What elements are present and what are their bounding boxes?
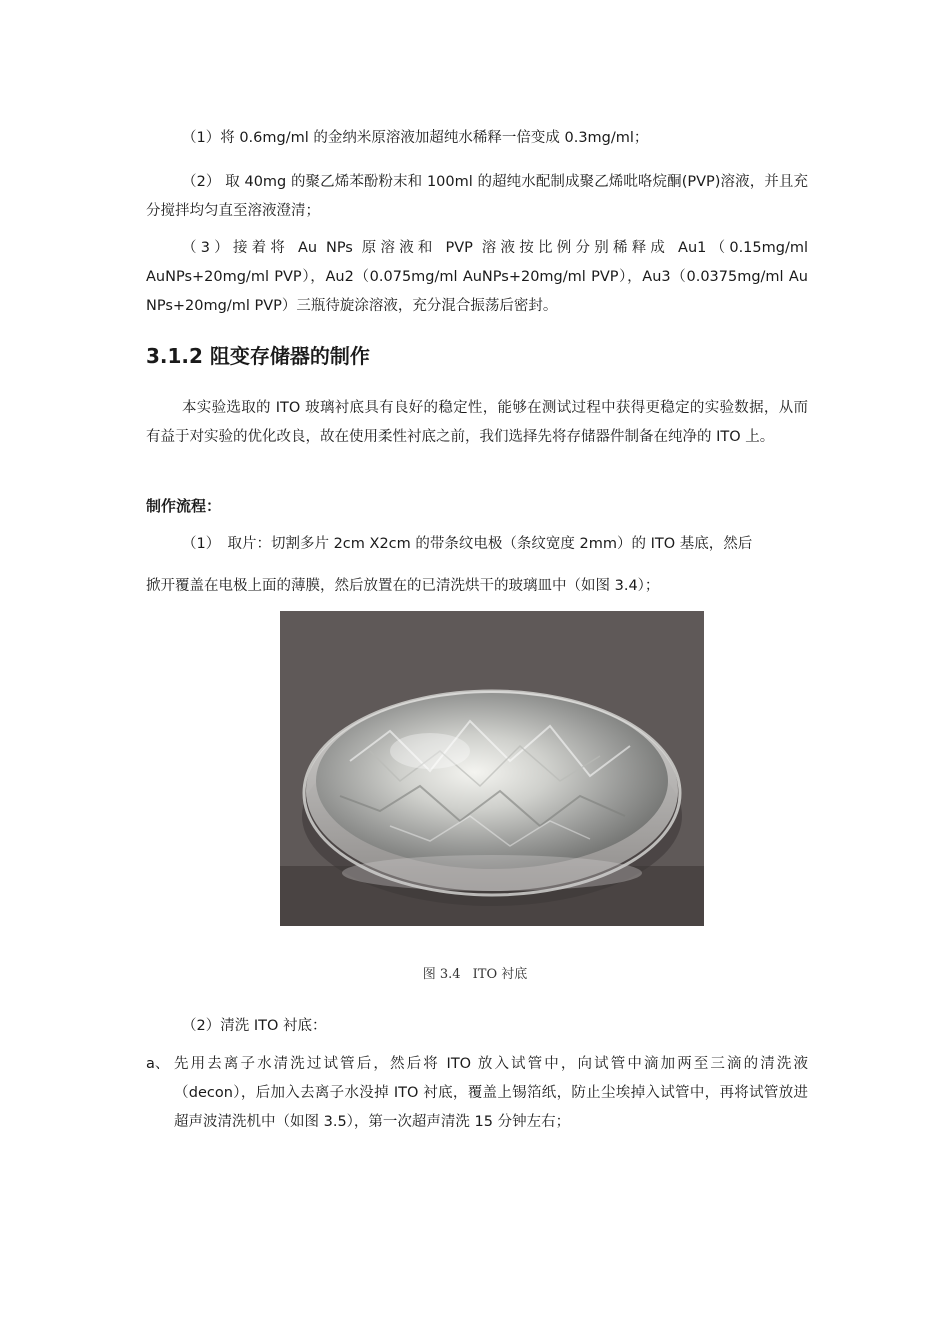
figure-caption (0, 963, 950, 982)
figure-title: ITO 衬底 (472, 967, 528, 982)
process-step-1-line-1: （1） 取片：切割多片 2cm X2cm 的带条纹电极（条纹宽度 2mm）的 ITO 基底，然后 (182, 536, 753, 552)
step-3-mix-solutions: （3）接着将 Au NPs 原溶液和 PVP 溶液按比例分别稀释成 Au1（0.15mg/ml AuNPs+20mg/ml PVP），Au2（0.075mg/ml AuNPs+20mg/ml PVP），Au3（0.0375mg/ml Au NPs+20mg/ml PVP）三瓶待旋涂溶液，充分混合振荡后密封。 (146, 240, 808, 314)
intro-paragraph: 本实验选取的 ITO 玻璃衬底具有良好的稳定性，能够在测试过程中获得更稳定的实验数据，从而有益于对实验的优化改良，故在使用柔性衬底之前，我们选择先将存储器件制备在纯净的 ITO 上。 (146, 400, 808, 445)
figure-number: 图 3.4 (422, 967, 461, 982)
substep-a (146, 1050, 808, 1137)
process-step-1-line-2: 掀开覆盖在电极上面的薄膜，然后放置在的已清洗烘干的玻璃皿中（如图 3.4）； (146, 578, 660, 594)
petri-dish-illustration (280, 611, 704, 926)
step-2-pvp-solution: （2） 取 40mg 的聚乙烯苯酚粉末和 100ml 的超纯水配制成聚乙烯吡咯烷酮(PVP)溶液，并且充分搅拌均匀直至溶液澄清； (146, 174, 808, 219)
section-heading: 3.1.2 阻变存储器的制作 (146, 344, 370, 368)
substep-a-text: 先用去离子水清洗过试管后，然后将 ITO 放入试管中，向试管中滴加两至三滴的清洗液（decon），后加入去离子水没掉 ITO 衬底，覆盖上锡箔纸，防止尘埃掉入试管中，再将试管放进超声波清洗机中（如图 3.5），第一次超声清洗 15 分钟左右； (174, 1056, 808, 1130)
step-1-dilute-gold: （1）将 0.6mg/ml 的金纳米原溶液加超纯水稀释一倍变成 0.3mg/ml； (182, 130, 649, 146)
process-step-2: （2）清洗 ITO 衬底： (182, 1018, 327, 1034)
process-heading: 制作流程： (146, 497, 222, 515)
ito-substrate-photo (280, 611, 704, 926)
substep-a-marker: a、 (146, 1056, 170, 1072)
